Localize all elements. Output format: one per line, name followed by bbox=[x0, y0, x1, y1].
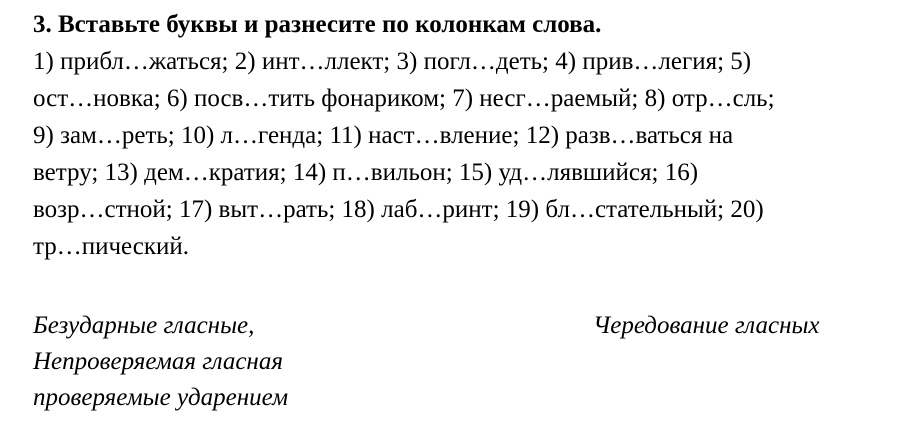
exercise-title: 3. Вставьте буквы и разнесите по колонкам слова. bbox=[33, 11, 602, 38]
exercise-line-2: ост…новка; 6) посв…тить фонариком; 7) несг…раемый; 8) отр…сль; bbox=[33, 85, 775, 112]
left-heading-line-1: Безударные гласные, bbox=[33, 312, 255, 339]
right-heading-line-1: Чередование гласных bbox=[593, 312, 820, 339]
exercise-line-4: ветру; 13) дем…кратия; 14) п…вильон; 15) уд…лявшийся; 16) bbox=[33, 159, 699, 186]
exercise-line-6: тр…пический. bbox=[33, 233, 190, 260]
exercise-line-3: 9) зам…реть; 10) л…генда; 11) наст…вление; 12) разв…ваться на bbox=[33, 122, 734, 149]
exercise-text bbox=[33, 6, 913, 265]
exercise-line-5: возр…стной; 17) выт…рать; 18) лаб…ринт; 19) бл…стательный; 20) bbox=[33, 196, 764, 223]
left-column-heading bbox=[33, 308, 288, 416]
left-heading-line-2: Непроверяемая гласная bbox=[33, 348, 283, 375]
exercise-line-1: 1) прибл…жаться; 2) инт…ллект; 3) погл…деть; 4) прив…легия; 5) bbox=[33, 48, 752, 75]
column-headings bbox=[33, 308, 903, 428]
right-column-heading bbox=[593, 308, 820, 344]
left-heading-line-3: проверяемые ударением bbox=[33, 384, 289, 411]
exercise-block bbox=[33, 6, 913, 265]
